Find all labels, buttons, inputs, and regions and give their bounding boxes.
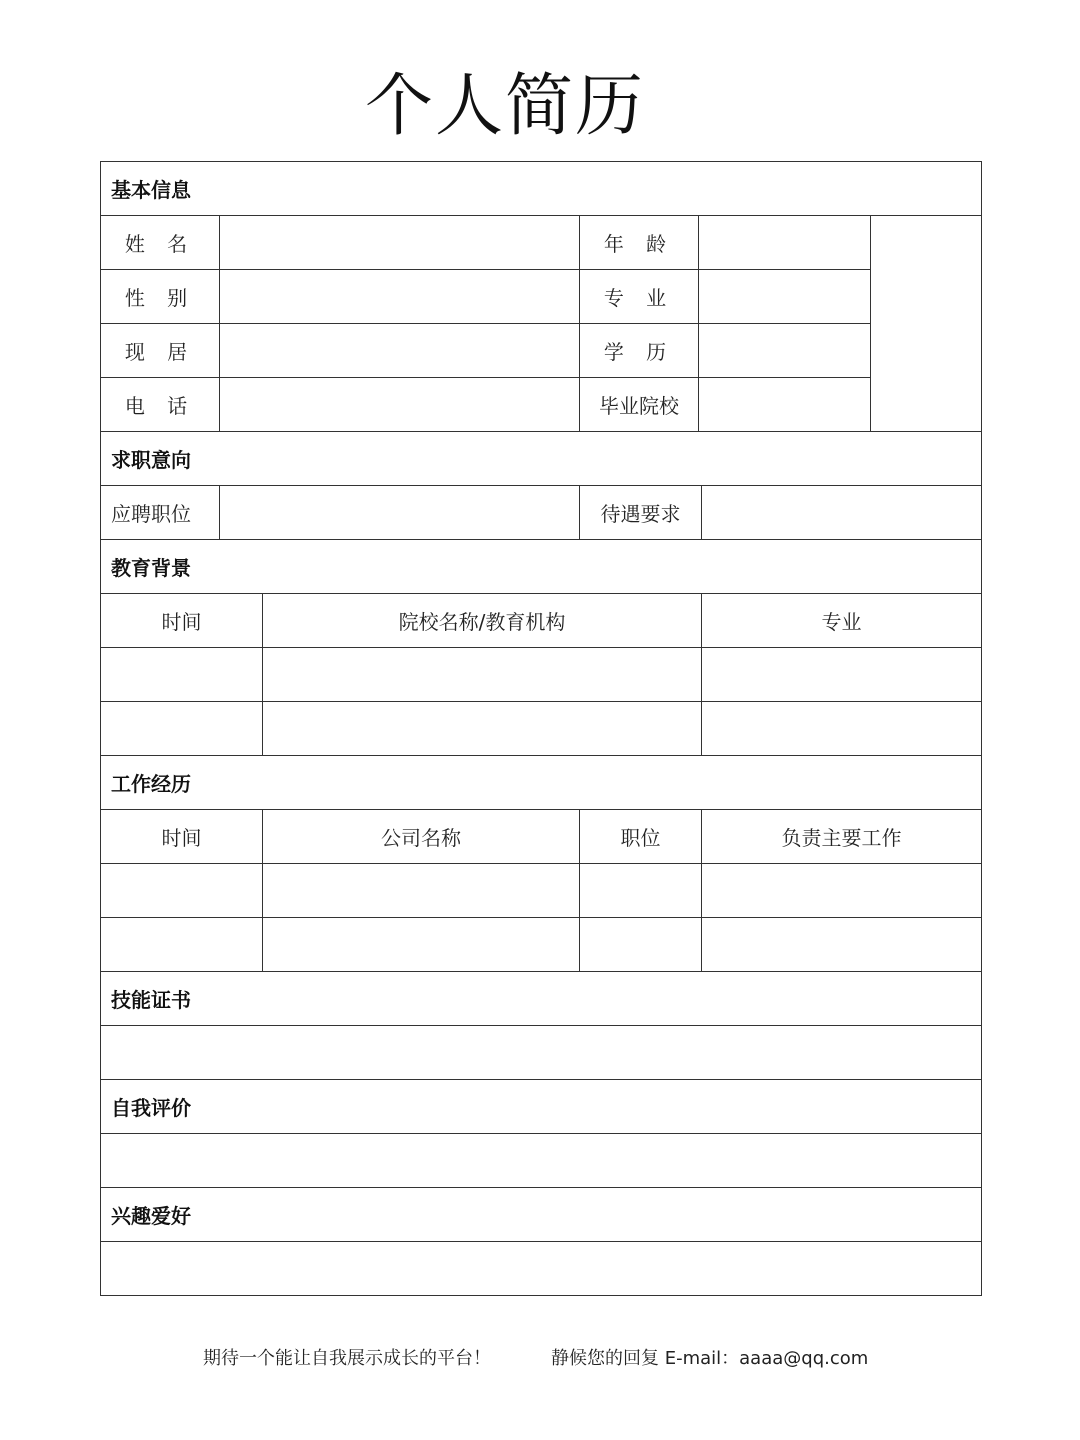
photo-box[interactable] <box>871 216 982 432</box>
section-job-intention: 求职意向 <box>101 432 982 486</box>
edu-cell-major[interactable] <box>702 648 982 702</box>
work-header-position: 职位 <box>580 810 702 864</box>
label-gender: 性 别 <box>101 270 220 324</box>
field-major[interactable] <box>699 270 871 324</box>
label-age: 年 龄 <box>580 216 699 270</box>
field-gender[interactable] <box>220 270 580 324</box>
label-phone: 电 话 <box>101 378 220 432</box>
label-degree: 学 历 <box>580 324 699 378</box>
field-self-eval[interactable] <box>101 1134 982 1188</box>
label-school: 毕业院校 <box>580 378 699 432</box>
field-position[interactable] <box>220 486 580 540</box>
work-cell-time[interactable] <box>101 918 263 972</box>
field-name[interactable] <box>220 216 580 270</box>
edu-header-major: 专业 <box>702 594 982 648</box>
section-work: 工作经历 <box>101 756 982 810</box>
section-self-eval: 自我评价 <box>101 1080 982 1134</box>
field-hobbies[interactable] <box>101 1242 982 1296</box>
edu-cell-school[interactable] <box>263 648 702 702</box>
work-cell-position[interactable] <box>580 918 702 972</box>
field-skills[interactable] <box>101 1026 982 1080</box>
label-name: 姓 名 <box>101 216 220 270</box>
label-position: 应聘职位 <box>101 486 220 540</box>
work-cell-position[interactable] <box>580 864 702 918</box>
field-age[interactable] <box>699 216 871 270</box>
label-major: 专 业 <box>580 270 699 324</box>
work-cell-duties[interactable] <box>702 918 982 972</box>
section-hobbies: 兴趣爱好 <box>101 1188 982 1242</box>
footer-slogan: 期待一个能让自我展示成长的平台！ <box>203 1348 491 1369</box>
work-cell-time[interactable] <box>101 864 263 918</box>
label-residence: 现 居 <box>101 324 220 378</box>
edu-cell-time[interactable] <box>101 648 263 702</box>
section-basic-info: 基本信息 <box>101 162 982 216</box>
work-cell-duties[interactable] <box>702 864 982 918</box>
edu-header-time: 时间 <box>101 594 263 648</box>
work-cell-company[interactable] <box>263 918 580 972</box>
work-cell-company[interactable] <box>263 864 580 918</box>
work-header-company: 公司名称 <box>263 810 580 864</box>
edu-cell-school[interactable] <box>263 702 702 756</box>
field-residence[interactable] <box>220 324 580 378</box>
edu-cell-time[interactable] <box>101 702 263 756</box>
resume-table <box>100 161 982 1296</box>
footer-contact: 静候您的回复 E-mail：aaaa@qq.com <box>551 1348 869 1369</box>
field-degree[interactable] <box>699 324 871 378</box>
label-salary: 待遇要求 <box>580 486 702 540</box>
edu-cell-major[interactable] <box>702 702 982 756</box>
page-title: 个人简历 <box>364 67 645 146</box>
field-salary[interactable] <box>702 486 982 540</box>
work-header-duties: 负责主要工作 <box>702 810 982 864</box>
field-school[interactable] <box>699 378 871 432</box>
field-phone[interactable] <box>220 378 580 432</box>
edu-header-school: 院校名称/教育机构 <box>263 594 702 648</box>
work-header-time: 时间 <box>101 810 263 864</box>
section-education: 教育背景 <box>101 540 982 594</box>
section-skills: 技能证书 <box>101 972 982 1026</box>
